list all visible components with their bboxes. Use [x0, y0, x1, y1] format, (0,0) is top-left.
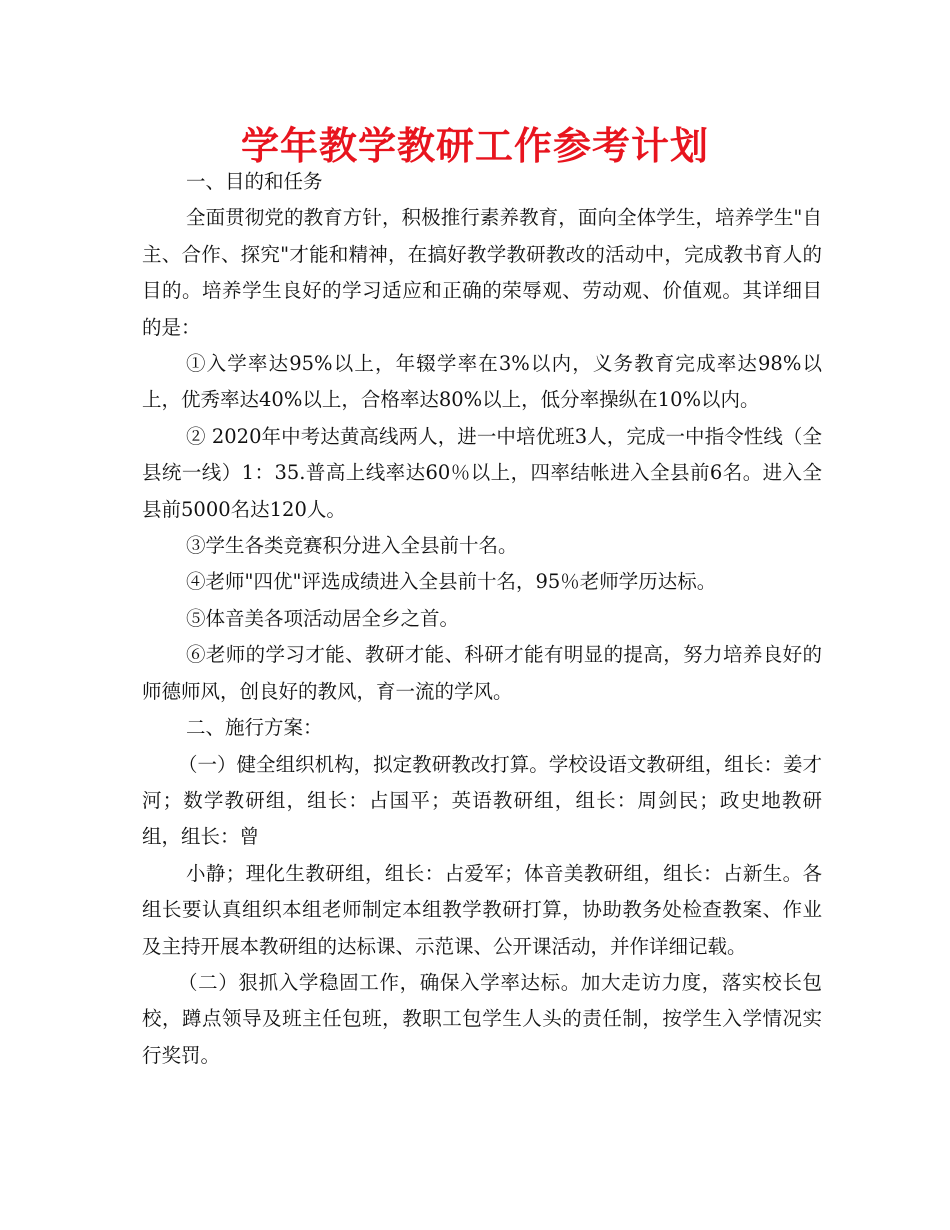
document-body: [142, 164, 822, 1074]
paragraph-intro: 全面贯彻党的教育方针，积极推行素养教育，面向全体学生，培养学生"自主、合作、探究"才能和精神，在搞好教学教研教改的活动中，完成教书育人的目的。培养学生良好的学习适应和正确的荣辱观、劳动观、价值观。其详细目的是：: [142, 206, 822, 339]
plan-item-1: （一）健全组织机构，拟定教研教改打算。学校设语文教研组，组长：姜才河；数学教研组，组长：占国平；英语教研组，组长：周剑民；政史地教研组，组长：曾: [142, 752, 822, 849]
goal-item-2: ② 2020年中考达黄高线两人，进一中培优班3人，完成一中指令性线（全县统一线）1：35.普高上线率达60％以上，四率结帐进入全县前6名。进入全县前5000名达120人。: [142, 424, 822, 521]
plan-item-2: （二）狠抓入学稳固工作，确保入学率达标。加大走访力度，落实校长包校，蹲点领导及班主任包班，教职工包学生人头的责任制，按学生入学情况实行奖罚。: [142, 970, 822, 1067]
goal-item-4: ④老师"四优"评选成绩进入全县前十名，95％老师学历达标。: [186, 570, 717, 594]
goal-item-6: ⑥老师的学习才能、教研才能、科研才能有明显的提高，努力培养良好的师德师风，创良好的教风，育一流的学风。: [142, 643, 822, 703]
goal-item-1: ①入学率达95%以上，年辍学率在3%以内，义务教育完成率达98%以上，优秀率达40%以上，合格率达80%以上，低分率操纵在10%以内。: [142, 352, 822, 412]
section-heading-goals: 一、目的和任务: [186, 170, 323, 193]
document-title: 学年教学教研工作参考计划: [240, 123, 709, 168]
section-heading-plan: 二、施行方案：: [186, 716, 323, 740]
goal-item-3: ③学生各类竞赛积分进入全县前十名。: [186, 534, 518, 558]
goal-item-5: ⑤体音美各项活动居全乡之首。: [186, 606, 460, 630]
plan-item-1-continued: 小静；理化生教研组，组长：占爱军；体音美教研组，组长：占新生。各组长要认真组织本组老师制定本组教学教研打算，协助教务处检查教案、作业及主持开展本教研组的达标课、示范课、公开课活动，并作详细记载。: [142, 861, 822, 958]
